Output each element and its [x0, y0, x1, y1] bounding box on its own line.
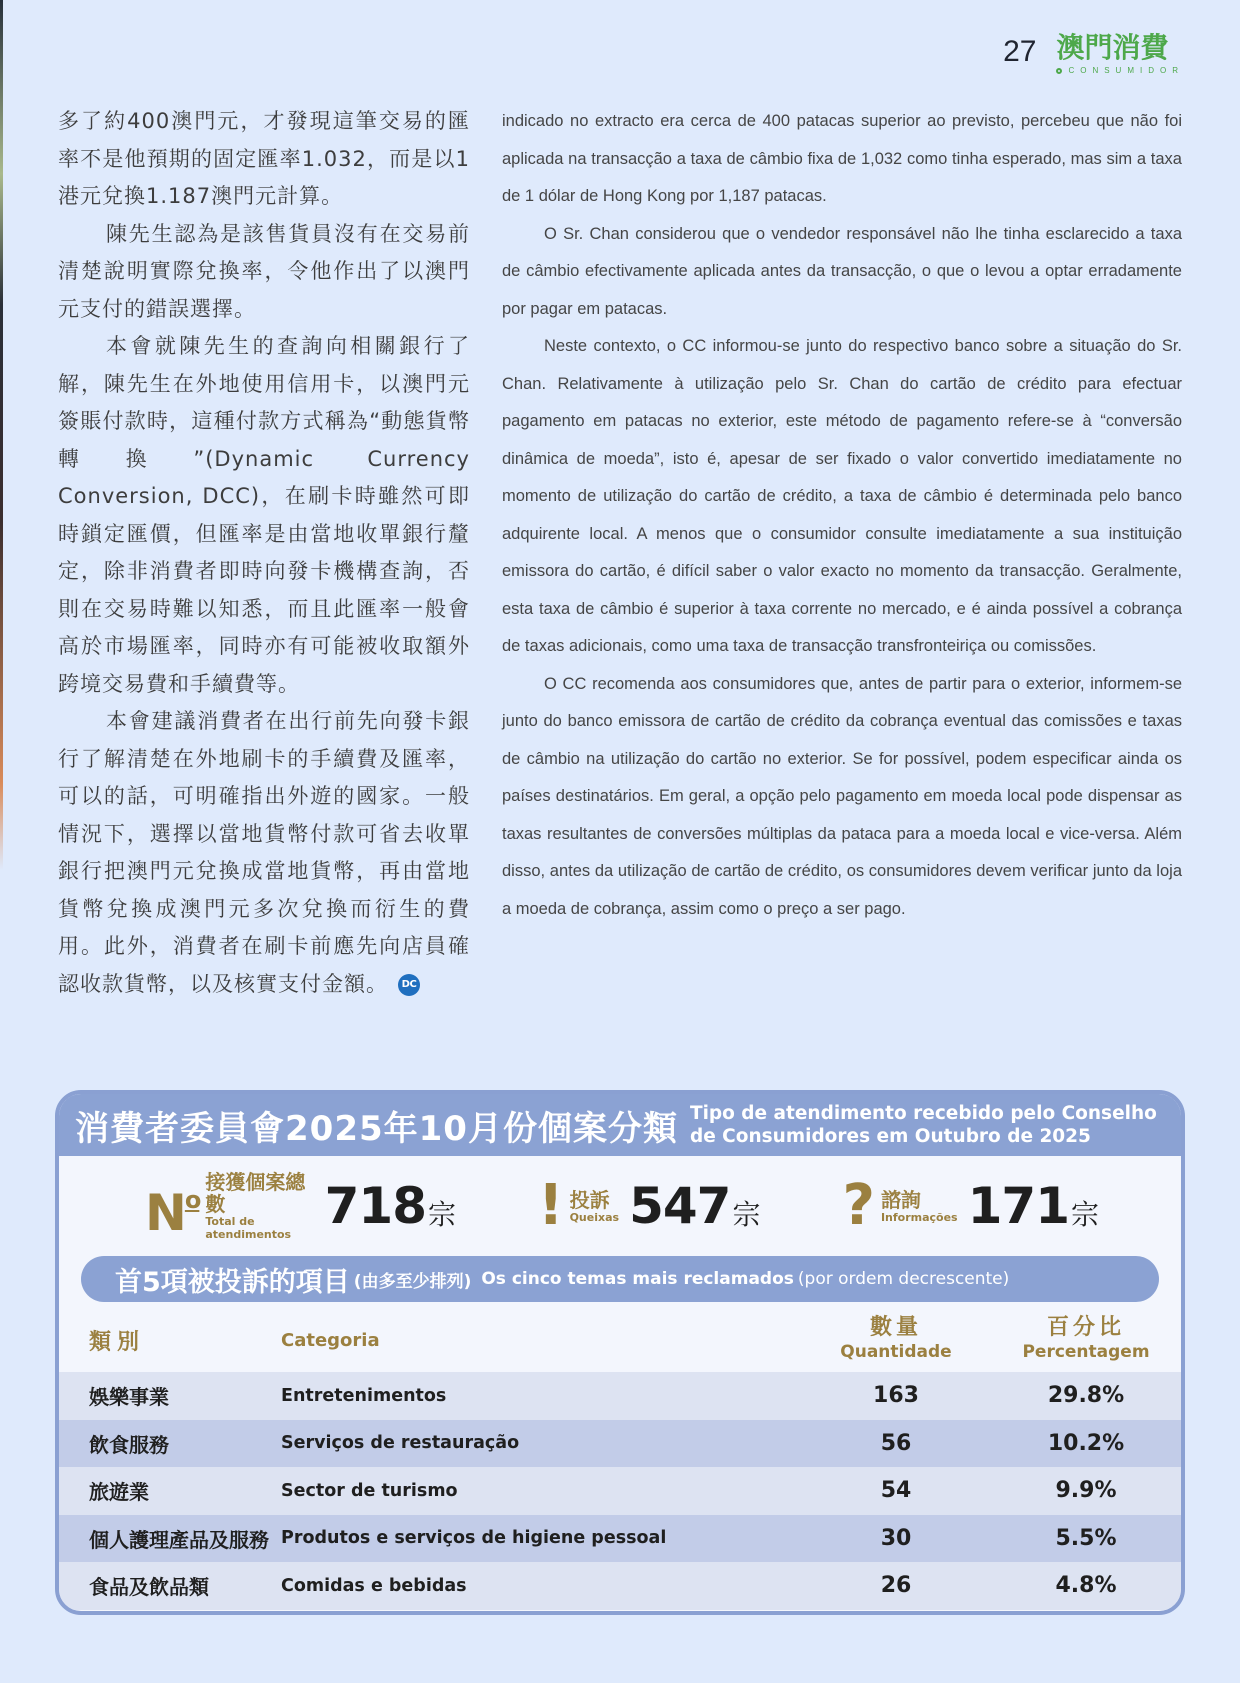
article-chinese-column: [58, 103, 470, 1003]
top5-title-bar: [81, 1256, 1159, 1302]
table-row: 個人護理產品及服務 Produtos e serviços de higiene pessoal 30 5.5%: [59, 1515, 1181, 1563]
consumidor-logo: [1056, 32, 1184, 75]
kpi-unit: 宗: [732, 1198, 761, 1231]
stats-title-portuguese: Tipo de atendimento recebido pelo Conselho de Consumidores em Outubro de 2025: [689, 1103, 1157, 1147]
table-row: 食品及飲品類 Comidas e bebidas 26 4.8%: [59, 1562, 1181, 1610]
article-portuguese-column: [502, 103, 1182, 928]
kpi-enquiries: [842, 1173, 1099, 1238]
top5-title-pt-sub: (por ordem decrescente): [797, 1269, 1010, 1289]
kpi-unit: 宗: [1070, 1198, 1099, 1231]
kpi-label-cn: 投訴: [569, 1187, 610, 1212]
question-icon: ?: [842, 1173, 875, 1238]
kpi-unit: 宗: [428, 1198, 457, 1231]
kpi-label-pt: Queixas: [569, 1210, 620, 1224]
kpi-total-cases: [145, 1171, 456, 1241]
top5-title-pt: Os cinco temas mais reclamados: [481, 1269, 794, 1289]
cn-paragraph-4: 本會建議消費者在出行前先向發卡銀行了解清楚在外地刷卡的手續費及匯率，可以的話，可明確指出外遊的國家。一般情況下，選擇以當地貨幣付款可省去收單銀行把澳門元兌換成當地貨幣，再由當地貨幣兌換成澳門元多次兌換而衍生的費用。此外，消費者在刷卡前應先向店員確認收款貨幣，以及核實支付金額。 DC: [58, 709, 470, 996]
kpi-label-pt: Total de atendimentos: [205, 1215, 292, 1241]
pt-paragraph-3: Neste contexto, o CC informou-se junto do respectivo banco sobre a situação do Sr. Chan. Relativamente à utilização pelo Sr. Chan do cartão de crédito para efectuar pagamento em patacas no exterior, este método de pagamento refere-se à “conversão dinâmica de moeda”, isto é, apesar de ser fixado o valor convertido imediatamente no momento de utilização do cartão de crédito, a taxa de câmbio é determinada pelo banco adquirente local. A menos que o consumidor consulte imediatamente a sua instituição emissora do cartão, é difícil saber o valor exacto no momento da transacção. Geralmente, esta taxa de câmbio é superior à taxa corrente no mercado, e é ainda possível a cobrança de taxas adicionais, como uma taxa de transacção transfronteiriça ou comissões.: [502, 337, 1182, 655]
table-header-row: [59, 1308, 1181, 1372]
kpi-value: 718: [324, 1177, 427, 1235]
kpi-complaints: [538, 1173, 761, 1238]
cn-paragraph-3: 本會就陳先生的查詢向相關銀行了解，陳先生在外地使用信用卡，以澳門元簽賬付款時，這種付款方式稱為“動態貨幣轉換”(Dynamic Currency Conversion, DCC)，在刷卡時雖然可即時鎖定匯價，但匯率是由當地收單銀行釐定，除非消費者即時向發卡機構查詢，否則在交易時難以知悉，而且此匯率一般會高於市場匯率，同時亦有可能被收取額外跨境交易費和手續費等。: [58, 334, 470, 696]
table-row: 飲食服務 Serviços de restauração 56 10.2%: [59, 1420, 1181, 1468]
adjacent-page-edge: [0, 0, 3, 870]
table-row: 旅遊業 Sector de turismo 54 9.9%: [59, 1467, 1181, 1515]
exclamation-icon: !: [538, 1173, 564, 1238]
pt-paragraph-1: indicado no extracto era cerca de 400 patacas superior ao previsto, percebeu que não foi aplicada na transacção a taxa de câmbio fixa de 1,032 como tinha esperado, mas sim a taxa de 1 dólar de Hong Kong por 1,187 patacas.: [502, 112, 1182, 205]
case-statistics-panel: [55, 1090, 1185, 1615]
page-number: 27: [1003, 35, 1037, 68]
stats-title-bar: [59, 1094, 1181, 1156]
stats-title-chinese: 消費者委員會2025年10月份個案分類: [75, 1108, 678, 1149]
pt-paragraph-2: O Sr. Chan considerou que o vendedor responsável não lhe tinha esclarecido a taxa de câmbio efectivamente aplicada antes da transacção, o que o levou a optar erradamente por pagar em patacas.: [502, 224, 1182, 318]
logo-portuguese: CONSUMIDOR: [1056, 66, 1184, 75]
kpi-value: 171: [967, 1177, 1069, 1235]
numero-icon: $N^o$: [145, 1183, 200, 1242]
logo-chinese: 澳門消費: [1056, 31, 1169, 64]
cn-paragraph-2: 陳先生認為是該售貨員沒有在交易前清楚說明實際兌換率，令他作出了以澳門元支付的錯誤選擇。: [58, 221, 470, 321]
kpi-value: 547: [629, 1177, 731, 1235]
table-row: 娛樂事業 Entretenimentos 163 29.8%: [59, 1372, 1181, 1420]
col-category-cn: 類別: [89, 1329, 146, 1355]
kpi-label-pt: Informações: [880, 1210, 958, 1224]
kpi-label-cn: 接獲個案總數: [205, 1170, 306, 1216]
pt-paragraph-4: O CC recomenda aos consumidores que, antes de partir para o exterior, informem-se junto do banco emissora de cartão de crédito da cobrança eventual das comissões e taxas de câmbio na utilização do cartão no exterior. Se for possível, podem especificar ainda os países destinatários. Em geral, a opção pelo pagamento em moeda local pode dispensar as taxas resultantes de conversões múltiplas da pataca para a moeda local e vice-versa. Além disso, antes da utilização de cartão de crédito, os consumidores devem verificar junto da loja a moeda de cobrança, assim como o preço a ser pago.: [502, 674, 1182, 918]
kpi-label-cn: 諮詢: [880, 1187, 921, 1212]
top5-complaints-table: [59, 1308, 1181, 1610]
col-quantity: 數量 Quantidade: [840, 1315, 952, 1362]
col-category-pt: Categoria: [281, 1329, 380, 1351]
page-header: [1003, 32, 1184, 75]
logo-dot-icon: [1056, 68, 1062, 74]
top5-title-cn-sub: (由多至少排列): [353, 1271, 472, 1292]
top5-title-cn: 首5項被投訴的項目: [115, 1266, 350, 1298]
dc-end-badge-icon: DC: [398, 974, 420, 996]
col-percentage: 百分比 Percentagem: [1022, 1315, 1150, 1362]
cn-paragraph-1: 多了約400澳門元，才發現這筆交易的匯率不是他預期的固定匯率1.032，而是以1港元兌換1.187澳門元計算。: [58, 109, 470, 208]
kpi-row: [59, 1156, 1181, 1256]
